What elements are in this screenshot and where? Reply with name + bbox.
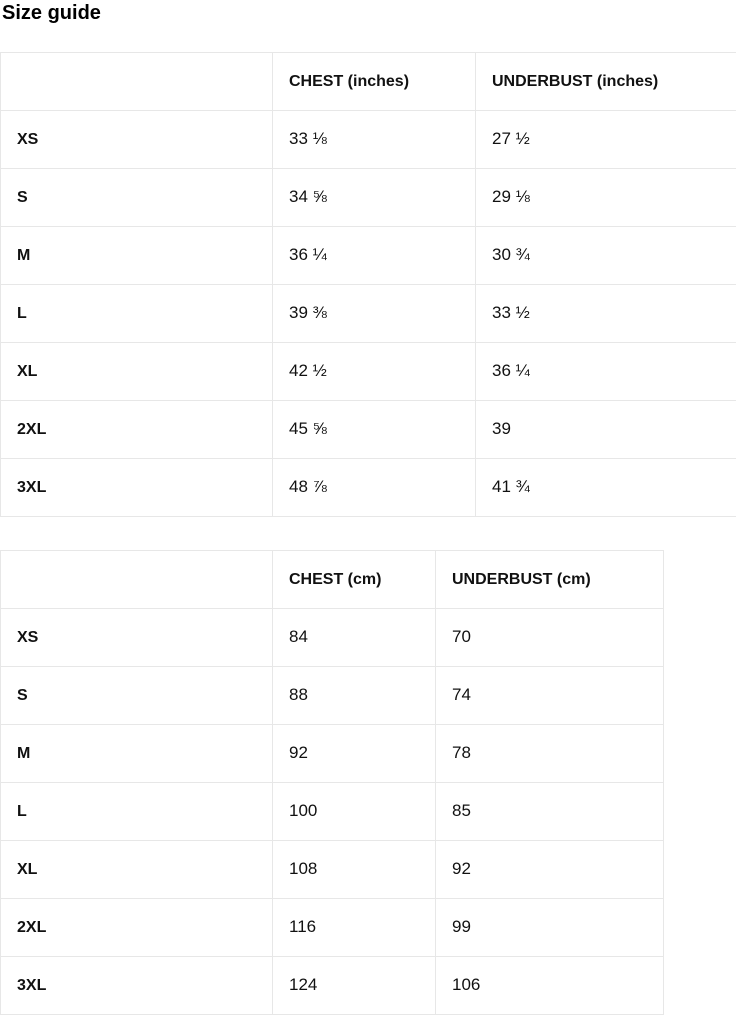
- chest-cell: 88: [273, 667, 436, 725]
- column-header-underbust-inches: UNDERBUST (inches): [476, 53, 736, 111]
- table-header-row: [1, 53, 736, 111]
- underbust-cell: 85: [436, 783, 664, 841]
- chest-cell: 124: [273, 957, 436, 1015]
- chest-cell: 33 ⅛: [273, 111, 476, 169]
- column-header-chest-inches: CHEST (inches): [273, 53, 476, 111]
- table-row: [1, 169, 736, 227]
- size-cell: S: [1, 667, 273, 725]
- size-table-cm: [0, 550, 664, 1015]
- chest-cell: 48 ⅞: [273, 459, 476, 517]
- underbust-cell: 27 ½: [476, 111, 736, 169]
- table-row: [1, 459, 736, 517]
- size-cell: XL: [1, 841, 273, 899]
- underbust-cell: 106: [436, 957, 664, 1015]
- size-cell: 3XL: [1, 957, 273, 1015]
- table-row: [1, 111, 736, 169]
- underbust-cell: 74: [436, 667, 664, 725]
- chest-cell: 92: [273, 725, 436, 783]
- chest-cell: 39 ⅜: [273, 285, 476, 343]
- page-title: Size guide: [2, 2, 101, 24]
- size-cell: L: [1, 285, 273, 343]
- table-row: [1, 401, 736, 459]
- chest-cell: 108: [273, 841, 436, 899]
- chest-cell: 116: [273, 899, 436, 957]
- chest-cell: 42 ½: [273, 343, 476, 401]
- table-row: [1, 899, 664, 957]
- column-header-chest-cm: CHEST (cm): [273, 551, 436, 609]
- size-cell: XL: [1, 343, 273, 401]
- column-header-underbust-cm: UNDERBUST (cm): [436, 551, 664, 609]
- size-cell: 3XL: [1, 459, 273, 517]
- table-header-row: [1, 551, 664, 609]
- chest-cell: 45 ⅝: [273, 401, 476, 459]
- underbust-cell: 39: [476, 401, 736, 459]
- table-row: [1, 725, 664, 783]
- chest-cell: 84: [273, 609, 436, 667]
- underbust-cell: 99: [436, 899, 664, 957]
- table-row: [1, 783, 664, 841]
- column-header-empty: [1, 53, 273, 111]
- underbust-cell: 70: [436, 609, 664, 667]
- size-cell: XS: [1, 609, 273, 667]
- table-row: [1, 227, 736, 285]
- size-cell: XS: [1, 111, 273, 169]
- underbust-cell: 29 ⅛: [476, 169, 736, 227]
- size-cell: M: [1, 725, 273, 783]
- table-row: [1, 957, 664, 1015]
- underbust-cell: 36 ¼: [476, 343, 736, 401]
- table-row: [1, 841, 664, 899]
- size-cell: L: [1, 783, 273, 841]
- size-cell: 2XL: [1, 899, 273, 957]
- table-row: [1, 667, 664, 725]
- chest-cell: 34 ⅝: [273, 169, 476, 227]
- underbust-cell: 41 ¾: [476, 459, 736, 517]
- underbust-cell: 30 ¾: [476, 227, 736, 285]
- chest-cell: 36 ¼: [273, 227, 476, 285]
- table-row: [1, 285, 736, 343]
- column-header-empty: [1, 551, 273, 609]
- size-table-inches: [0, 52, 736, 517]
- table-row: [1, 609, 664, 667]
- size-cell: 2XL: [1, 401, 273, 459]
- size-cell: M: [1, 227, 273, 285]
- underbust-cell: 33 ½: [476, 285, 736, 343]
- underbust-cell: 92: [436, 841, 664, 899]
- underbust-cell: 78: [436, 725, 664, 783]
- table-row: [1, 343, 736, 401]
- chest-cell: 100: [273, 783, 436, 841]
- size-cell: S: [1, 169, 273, 227]
